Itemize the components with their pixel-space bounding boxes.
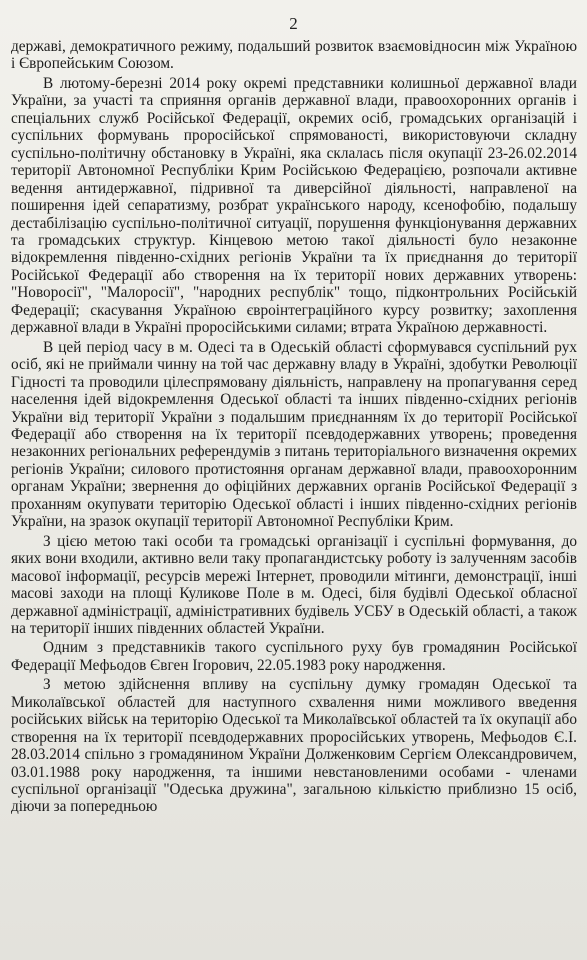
- page-number: 2: [289, 14, 298, 33]
- paragraph-propaganda: З цією метою такі особи та громадські організації і суспільні формування, до яких вони входили, активно вели таку пропагандистську роботу із залученням засобів масової інформації, ресурсів мережі Інтернет, проводили мітинги, демонстрації, інші масові заходи на площі Куликове Поле в м. Одесі, біля будівлі Одеської обласної державної адміністрації, адміністративних будівель УСБУ в Одеській області, а також на території інших південних областей України.: [11, 532, 577, 637]
- document-body: [11, 38, 577, 818]
- paragraph-continuation: державі, демократичного режиму, подальший розвиток взаємовідносин між Україною і Європейським Союзом.: [11, 38, 577, 73]
- paragraph-representative: Одним з представників такого суспільного руху був громадянин Російської Федерації Мефьодов Євген Ігорович, 22.05.1983 року народження.: [11, 639, 577, 674]
- paragraph-influence: З метою здійснення впливу на суспільну думку громадян Одеської та Миколаївської областей для наступного схвалення ними можливого введення російських військ на територію Одеської та Миколаївської областей та їх окупації або створення на їх території псевдодержавних проросійських утворень, Мефьодов Є.І. 28.03.2014 спільно з громадянином України Долженковим Сергієм Олександровичем, 03.01.1988 року народження, та іншими невстановленими особами - членами суспільної організації "Одеська дружина", загальною кількістю приблизно 15 осіб, діючи за попередньою: [11, 676, 577, 816]
- paragraph-odesa-movement: В цей період часу в м. Одесі та в Одеській області сформувався суспільний рух осіб, які не приймали чинну на той час державну владу в Україні, здобутки Революції Гідності та проводили цілеспрямовану діяльність, направлену на пропагування серед населення ідей відокремлення Одеської області та інших південно-східних регіонів України від території України з подальшим приєднанням їх до території Російської Федерації або створення на їх території псевдодержавних утворень; проведення незаконних регіональних референдумів з питань територіального визначення окремих регіонів України; силового протистояння органам державної влади, правоохоронним органам України; звернення до офіційних державних органів Російської Федерації з проханням окупувати територію Одеської області і інших південно-східних регіонів України, на зразок окупації території Автономної Республіки Крим.: [11, 338, 577, 531]
- paragraph-events-2014: В лютому-березні 2014 року окремі представники колишньої державної влади України, за участі та сприяння органів державної влади, правоохоронних органів і спеціальних служб Російської Федерації, окремих осіб, громадських організацій і суспільних формувань проросійської спрямованості, використовуючи складну суспільно-політичну обстановку в Україні, яка склалась після окупації 23-26.02.2014 території Автономної Республіки Крим Російською Федерацією, розпочали активне ведення антидержавної, підривної та диверсійної діяльності, направленої на поширення ідей сепаратизму, розбрат українського народу, ксенофобію, подальшу дестабілізацію суспільно-політичної ситуації, порушення функціонування державних та громадських структур. Кінцевою метою такої діяльності було незаконне відокремлення південно-східних регіонів України та їх приєднання до території Російської Федерації або створення на їх території нових державних утворень: "Новоросії", "Малоросії", "народних республік" тощо, підконтрольних Російській Федерації; скасування Україною євроінтеграційного курсу розвитку; захоплення державної влади в Україні проросійськими силами; втрата Україною державності.: [11, 74, 577, 337]
